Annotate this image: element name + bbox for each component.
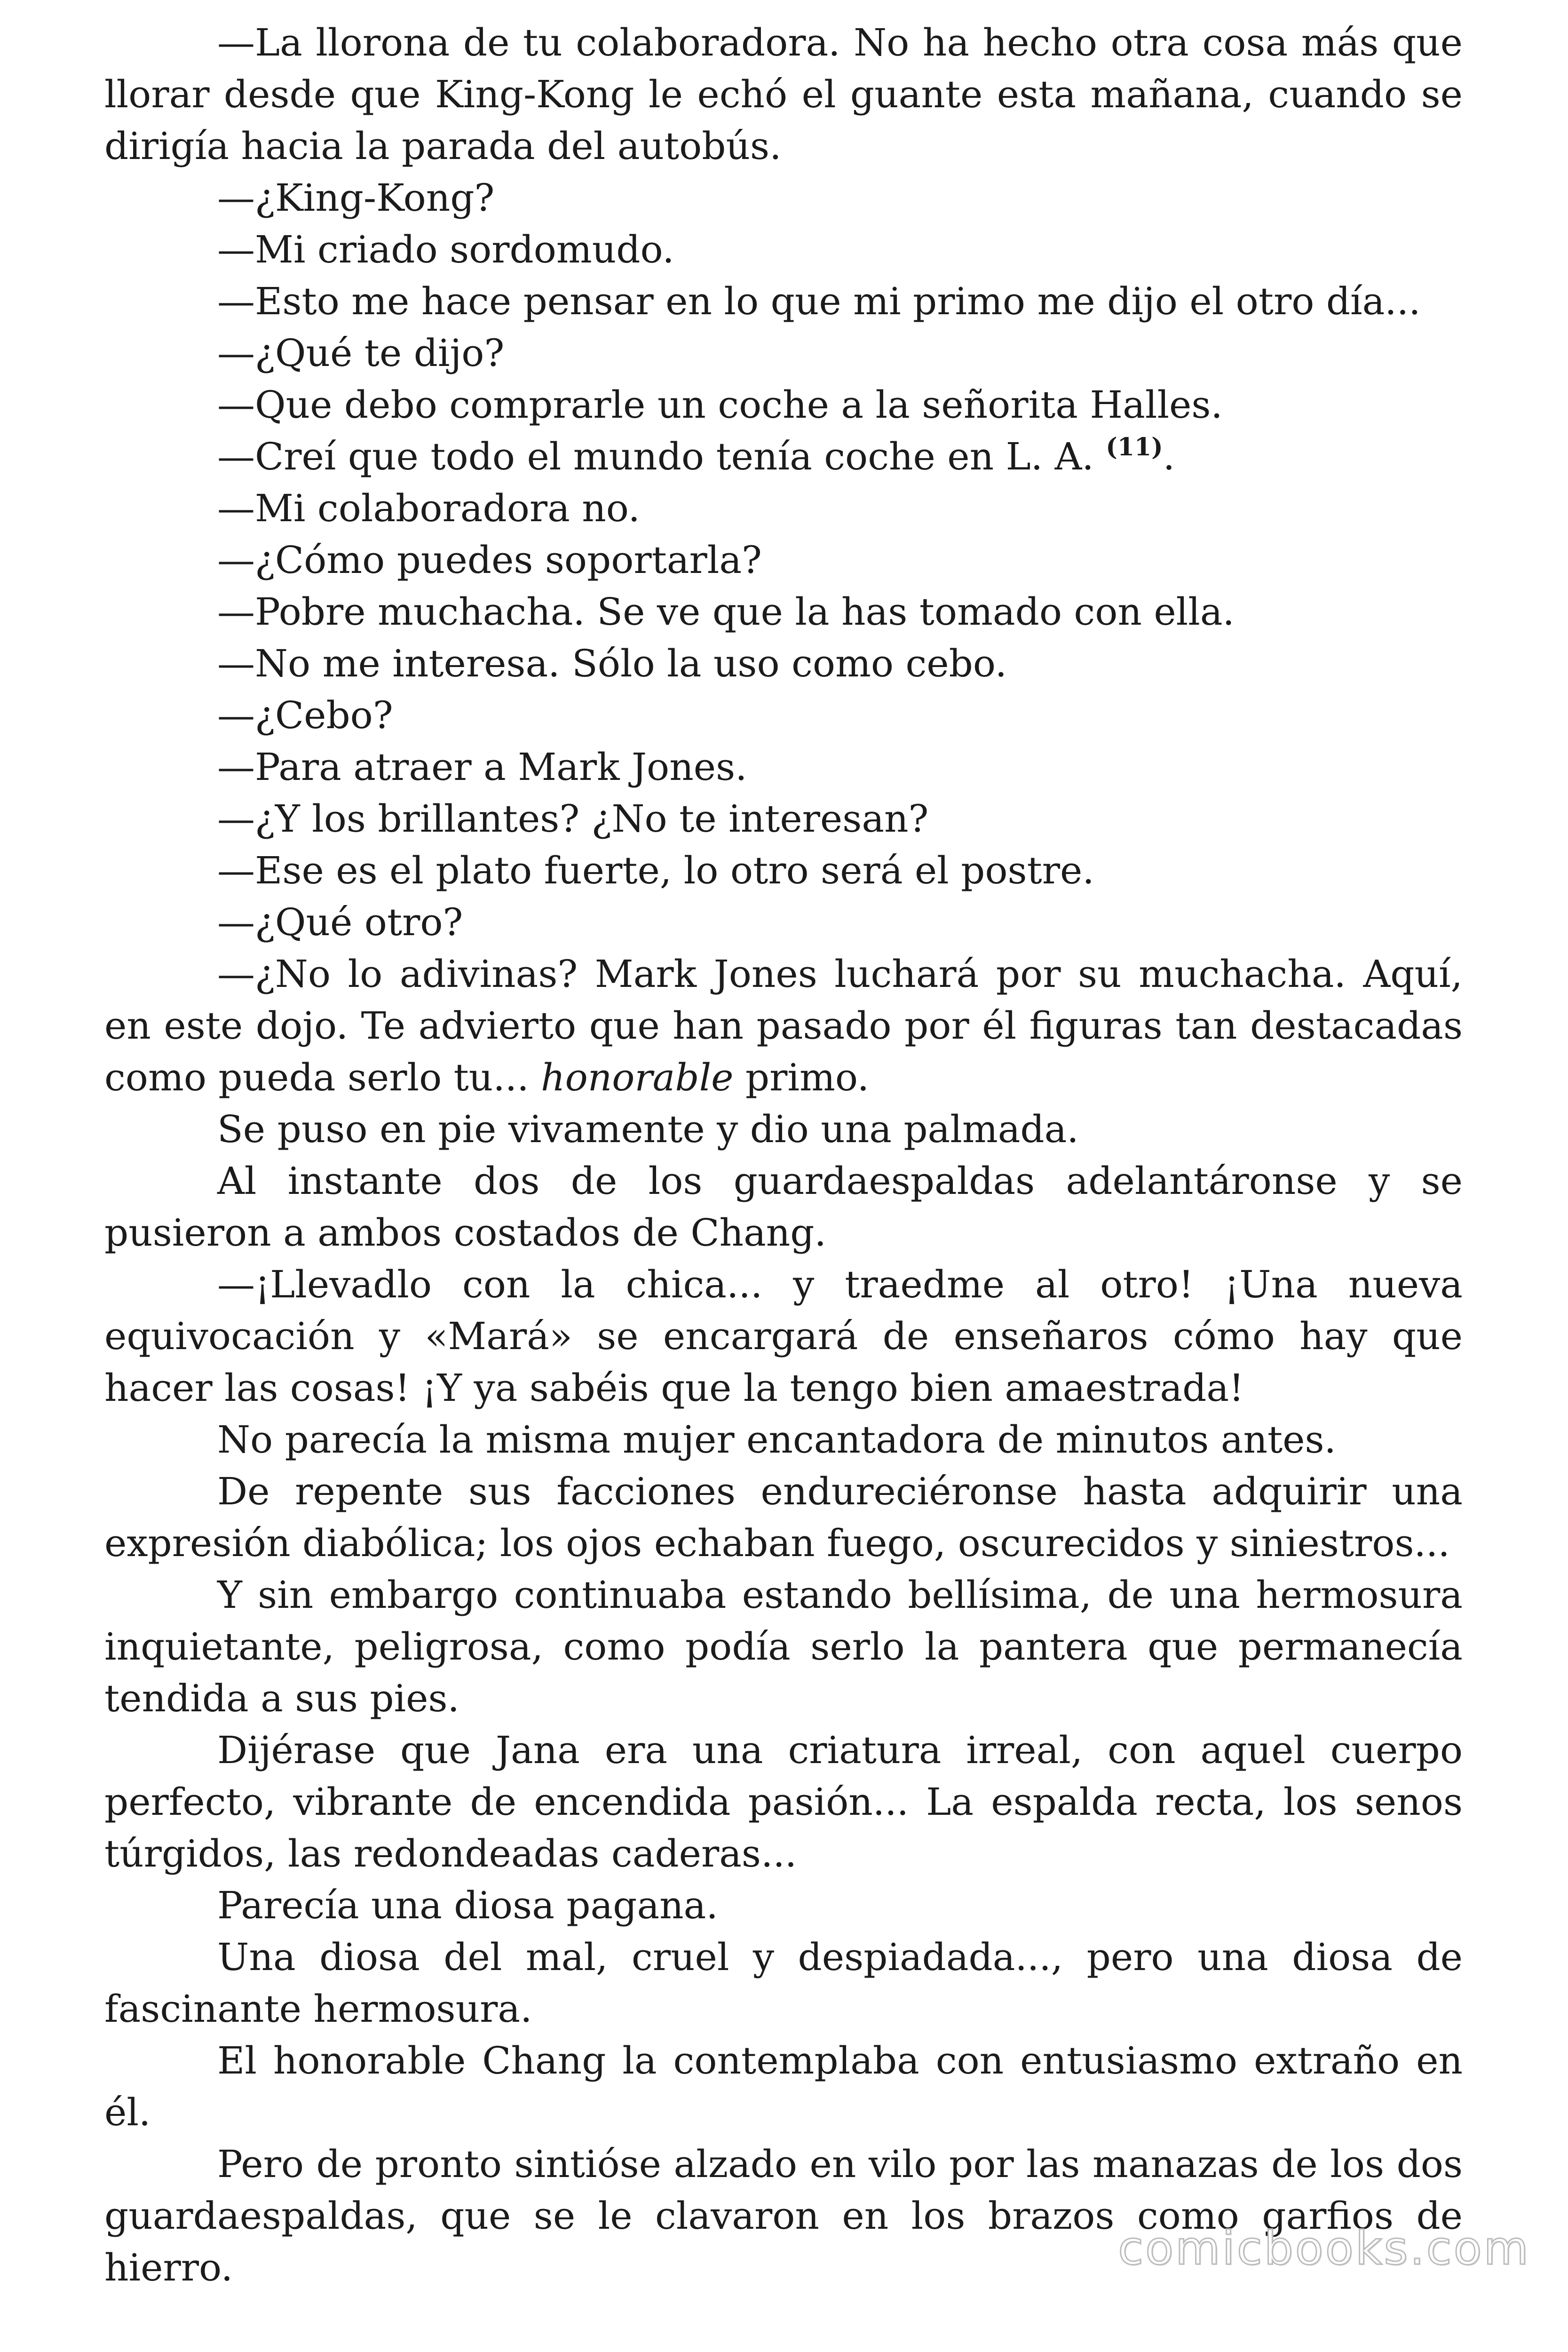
paragraph: De repente sus facciones endureciéronse hasta adquirir una expresión diabólica; los ojos echaban fuego, oscurecidos y siniestros... bbox=[104, 1470, 1463, 1565]
watermark: comicbooks.com bbox=[1118, 2222, 1530, 2275]
paragraph-text: —Creí que todo el mundo tenía coche en L. A. bbox=[217, 435, 1106, 478]
paragraph: —No me interesa. Sólo la uso como cebo. bbox=[217, 642, 1007, 685]
italic-word: honorable bbox=[541, 1056, 734, 1099]
paragraph: Una diosa del mal, cruel y despiadada..., pero una diosa de fascinante hermosura. bbox=[104, 1935, 1463, 2031]
paragraph: —¿Qué te dijo? bbox=[217, 331, 505, 375]
paragraph: —¿Y los brillantes? ¿No te interesan? bbox=[217, 797, 929, 841]
paragraph: Parecía una diosa pagana. bbox=[217, 1883, 718, 1927]
paragraph: El honorable Chang la contemplaba con entusiasmo extraño en él. bbox=[104, 2039, 1463, 2134]
paragraph: Y sin embargo continuaba estando bellísima, de una hermosura inquietante, peligrosa, como podía serlo la pantera que permanecía tendida a sus pies. bbox=[104, 1573, 1463, 1720]
paragraph: No parecía la misma mujer encantadora de minutos antes. bbox=[217, 1418, 1336, 1462]
paragraph: Se puso en pie vivamente y dio una palmada. bbox=[217, 1107, 1079, 1151]
paragraph: —Mi colaboradora no. bbox=[217, 486, 640, 530]
book-page bbox=[104, 17, 1463, 2294]
paragraph: —¿Cebo? bbox=[217, 693, 393, 737]
paragraph-text: primo. bbox=[733, 1056, 870, 1099]
paragraph: —Esto me hace pensar en lo que mi primo me dijo el otro día... bbox=[217, 279, 1421, 323]
paragraph: —Que debo comprarle un coche a la señorita Halles. bbox=[217, 383, 1223, 427]
paragraph: —¡Llevadlo con la chica... y traedme al otro! ¡Una nueva equivocación y «Mará» se encargará de enseñaros cómo hay que hacer las cosas! ¡Y ya sabéis que la tengo bien amaestrada! bbox=[104, 1263, 1463, 1410]
footnote-reference[interactable]: (11) bbox=[1106, 433, 1163, 461]
paragraph: —Para atraer a Mark Jones. bbox=[217, 745, 747, 789]
paragraph: —¿Qué otro? bbox=[217, 900, 463, 944]
paragraph-text: . bbox=[1163, 435, 1175, 478]
paragraph: —¿King-Kong? bbox=[217, 176, 495, 220]
paragraph: —Pobre muchacha. Se ve que la has tomado con ella. bbox=[217, 590, 1235, 634]
paragraph: Pero de pronto sintióse alzado en vilo por las manazas de los dos guardaespaldas, que se le clavaron en los brazos como garfios de hierro. bbox=[104, 2142, 1463, 2289]
paragraph: —La llorona de tu colaboradora. No ha hecho otra cosa más que llorar desde que King-Kong le echó el guante esta mañana, cuando se dirigía hacia la parada del autobús. bbox=[104, 21, 1463, 168]
paragraph: Dijérase que Jana era una criatura irreal, con aquel cuerpo perfecto, vibrante de encendida pasión... La espalda recta, los senos túrgidos, las redondeadas caderas... bbox=[104, 1728, 1463, 1875]
paragraph: Al instante dos de los guardaespaldas adelantáronse y se pusieron a ambos costados de Chang. bbox=[104, 1159, 1463, 1255]
paragraph-with-italic bbox=[104, 948, 1463, 1104]
paragraph: —Ese es el plato fuerte, lo otro será el postre. bbox=[217, 849, 1094, 892]
paragraph-with-footnote bbox=[104, 431, 1463, 483]
paragraph: —¿Cómo puedes soportarla? bbox=[217, 538, 762, 582]
paragraph: —Mi criado sordomudo. bbox=[217, 228, 674, 271]
paragraph-text: —¿No lo adivinas? Mark Jones luchará por su muchacha. Aquí, en este dojo. Te advierto que han pasado por él figuras tan destacadas como pueda serlo tu... bbox=[104, 952, 1463, 1099]
